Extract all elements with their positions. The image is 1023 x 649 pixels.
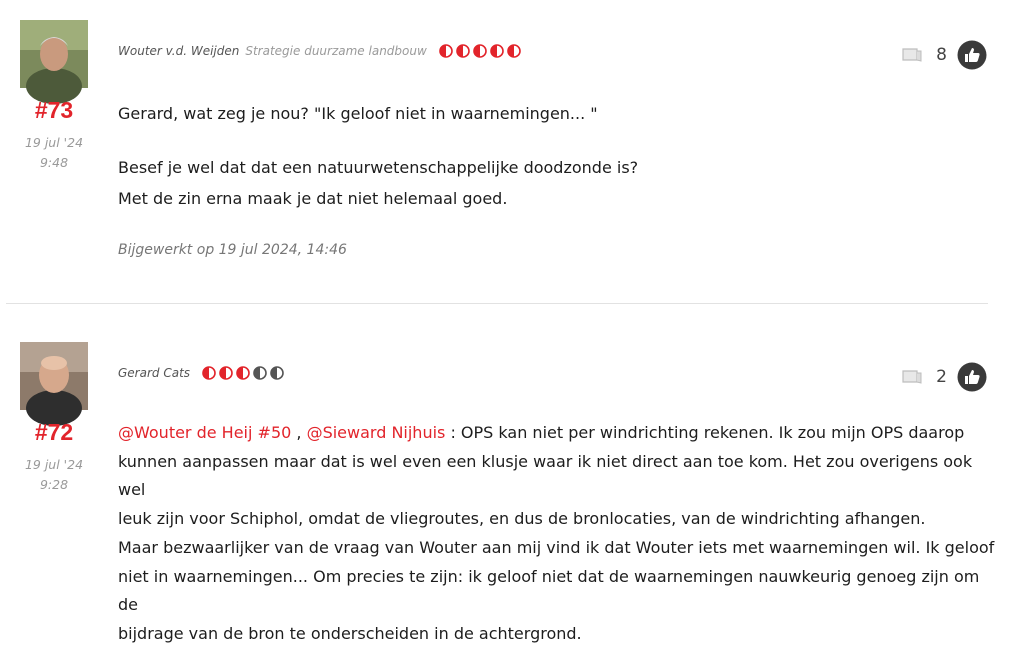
expertise-badge-icon [219, 366, 233, 380]
comment-meta [118, 366, 284, 380]
expertise-badge-icon [490, 44, 504, 58]
mention-separator: , [291, 423, 307, 442]
comment-line: Gerard, wat zeg je nou? "Ik geloof niet in waarnemingen... " [118, 104, 598, 123]
expertise-badge-icon [236, 366, 250, 380]
flag-icon[interactable] [901, 369, 923, 385]
comment-line: Met de zin erna maak je dat niet helemaal goed. [118, 189, 508, 208]
expertise-badge-icon [253, 366, 267, 380]
like-count: 2 [936, 367, 947, 387]
comment-date-time: 9:28 [39, 477, 69, 492]
comment-date [0, 133, 108, 173]
comment-line: Maar bezwaarlijker van de vraag van Wouter aan mij vind ik dat Wouter iets met waarnemingen wil. Ik geloof [118, 537, 995, 557]
author-name[interactable]: Wouter v.d. Weijden [118, 44, 240, 58]
comment-body [118, 419, 998, 649]
expertise-badges [202, 366, 284, 380]
author-name[interactable]: Gerard Cats [118, 366, 191, 380]
author-role: Strategie duurzame landbouw [245, 44, 427, 58]
flag-icon[interactable] [901, 47, 923, 63]
updated-note: Bijgewerkt op 19 jul 2024, 14:46 [118, 242, 347, 258]
expertise-badges [439, 44, 521, 58]
like-count: 8 [936, 45, 947, 65]
thumbs-up-icon[interactable] [957, 362, 987, 392]
comment-line: leuk zijn voor Schiphol, omdat de vliegroutes, en dus de bronlocaties, van de windrichting afhangen. [118, 509, 926, 529]
comment-number[interactable]: #72 [34, 419, 74, 445]
expertise-badge-icon [270, 366, 284, 380]
comment [0, 0, 1023, 303]
comment-date [0, 455, 108, 495]
comment-line [118, 419, 998, 448]
expertise-badge-icon [202, 366, 216, 380]
comment-actions [901, 362, 987, 392]
expertise-badge-icon [439, 44, 453, 58]
avatar[interactable] [20, 342, 88, 410]
comment-number[interactable]: #73 [34, 97, 74, 123]
comment-meta [118, 44, 521, 58]
comment-divider [6, 303, 988, 304]
comment-line: bijdrage van de bron te onderscheiden in de achtergrond. [118, 623, 582, 643]
expertise-badge-icon [456, 44, 470, 58]
thumbs-up-icon[interactable] [957, 40, 987, 70]
comment-body [118, 98, 998, 214]
comment-line-text: : OPS kan niet per windrichting rekenen. Ik zou mijn OPS daarop [445, 423, 965, 442]
mention-link[interactable]: @Wouter de Heij #50 [118, 423, 292, 442]
comment-date-time: 9:48 [39, 155, 69, 170]
comment-date-day: 19 jul '24 [24, 135, 84, 150]
comment-actions [901, 40, 987, 70]
comment-line: kunnen aanpassen maar dat is wel even een klusje waar ik niet direct aan toe kom. Het zou overigens ook wel [118, 451, 973, 500]
comment-line: niet in waarnemingen... Om precies te zijn: ik geloof niet dat de waarnemingen nauwkeurig genoeg zijn om de [118, 566, 980, 615]
comment [0, 322, 1023, 643]
mention-link[interactable]: @Sieward Nijhuis [306, 423, 446, 442]
avatar[interactable] [20, 20, 88, 88]
comment-line: Besef je wel dat dat een natuurwetenschappelijke doodzonde is? [118, 158, 639, 177]
expertise-badge-icon [507, 44, 521, 58]
comment-date-day: 19 jul '24 [24, 457, 84, 472]
expertise-badge-icon [473, 44, 487, 58]
